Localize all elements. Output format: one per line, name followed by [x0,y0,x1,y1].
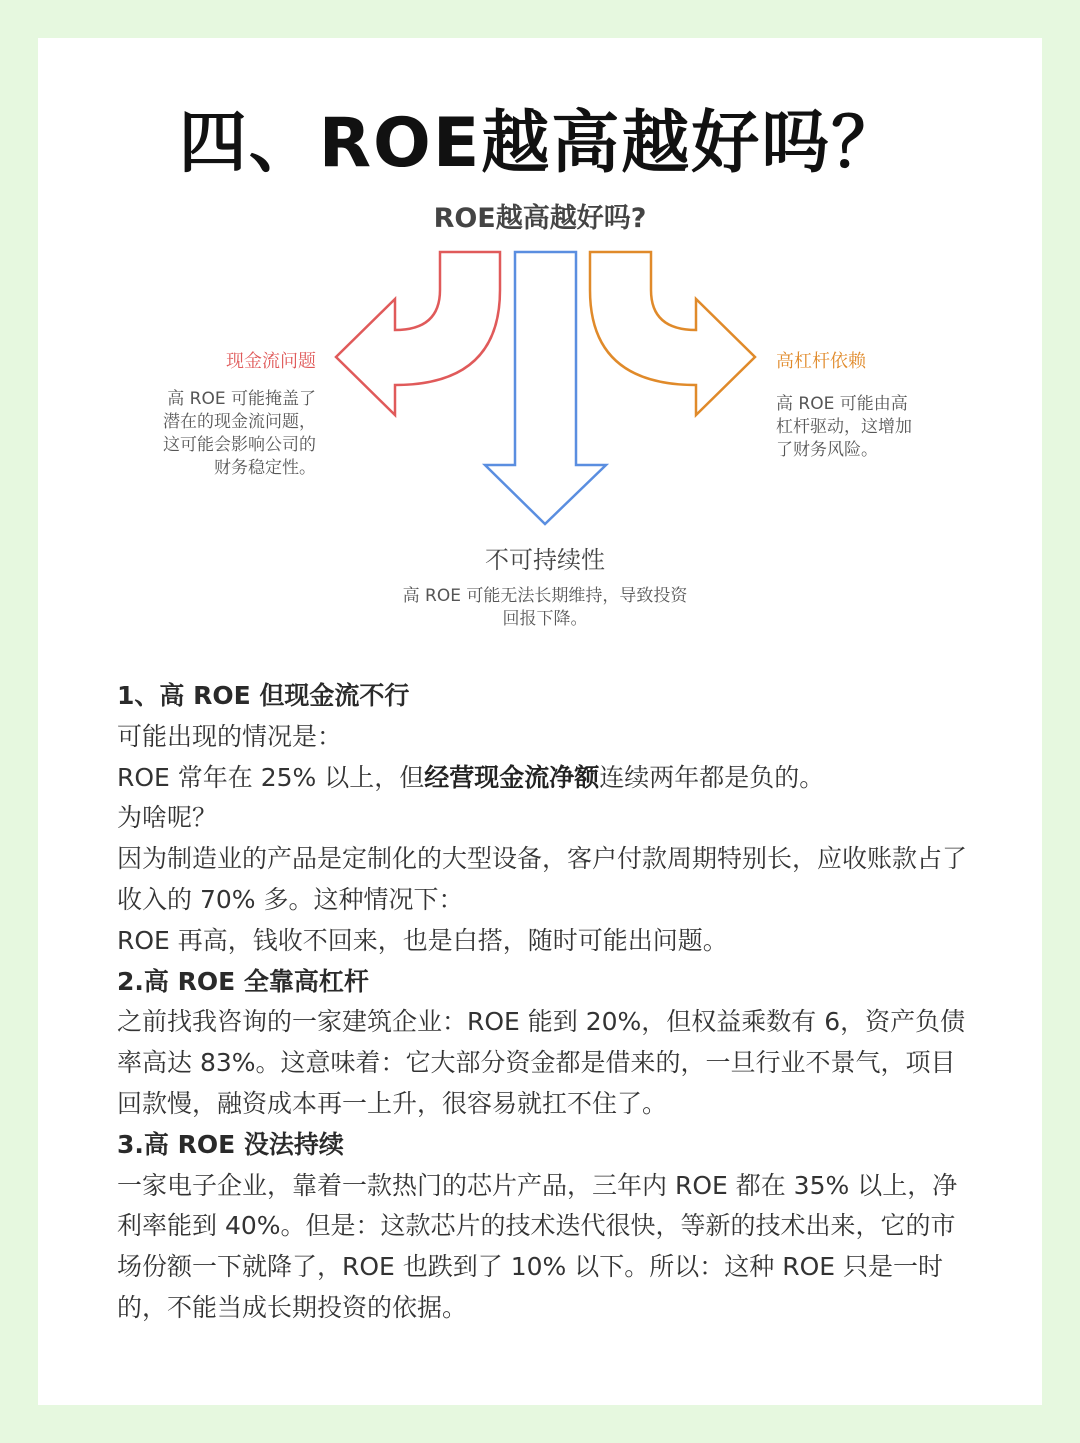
paragraph-text: ROE 常年在 25% 以上，但 [117,762,425,792]
page-title: 四、ROE越高越好吗？ [178,104,902,183]
paragraph: 一家电子企业，靠着一款热门的芯片产品，三年内 ROE 都在 35% 以上，净利率能到 40%。但是：这款芯片的技术迭代很快，等新的技术出来，它的市场份额一下就降了，ROE 也跌到了 10% 以下。所以：这种 ROE 只是一时的，不能当成长期投资的依据。 [117,1170,958,1322]
paragraph: 为啥呢？ [117,803,218,833]
section-heading: 1、高 ROE 但现金流不行 [117,681,410,710]
diagram-title: ROE越高越好吗? [433,203,647,234]
emphasis-text: 经营现金流净额 [424,762,600,792]
leverage-dependence-title: 高杠杆依赖 [776,351,866,372]
section-heading: 3.高 ROE 没法持续 [117,1129,344,1159]
paragraph-text: 连续两年都是负的。 [599,762,825,792]
section-heading: 2.高 ROE 全靠高杠杆 [117,966,369,996]
paragraph [117,758,977,799]
left-arrow [336,252,500,415]
right-arrow [590,252,755,415]
arrows-graphic [0,0,1080,680]
unsustainability-title: 不可持续性 [485,546,605,574]
leverage-dependence-desc: 高 ROE 可能由高 杠杆驱动，这增加 了财务风险。 [776,394,912,460]
paragraph: ROE 再高，钱收不回来，也是白搭，随时可能出问题。 [117,925,728,955]
cash-flow-issue-title: 现金流问题 [226,351,316,372]
unsustainability-desc: 高 ROE 可能无法长期维持，导致投资 回报下降。 [402,586,688,629]
paragraph: 因为制造业的产品是定制化的大型设备，客户付款周期特别长，应收账款占了收入的 70% 多。这种情况下： [117,844,968,914]
roe-diagram [0,0,1080,680]
paragraph: 可能出现的情况是： [117,721,343,751]
article-body [117,676,977,1329]
cash-flow-issue-desc: 高 ROE 可能掩盖了 潜在的现金流问题， 这可能会影响公司的 财务稳定性。 [163,389,316,478]
center-arrow [485,252,606,524]
paragraph: 之前找我咨询的一家建筑企业：ROE 能到 20%，但权益乘数有 6，资产负债率高达 83%。这意味着：它大部分资金都是借来的，一旦行业不景气，项目回款慢，融资成本再一上升，很容易就扛不住了。 [117,1007,966,1118]
content-card [38,38,1042,1405]
